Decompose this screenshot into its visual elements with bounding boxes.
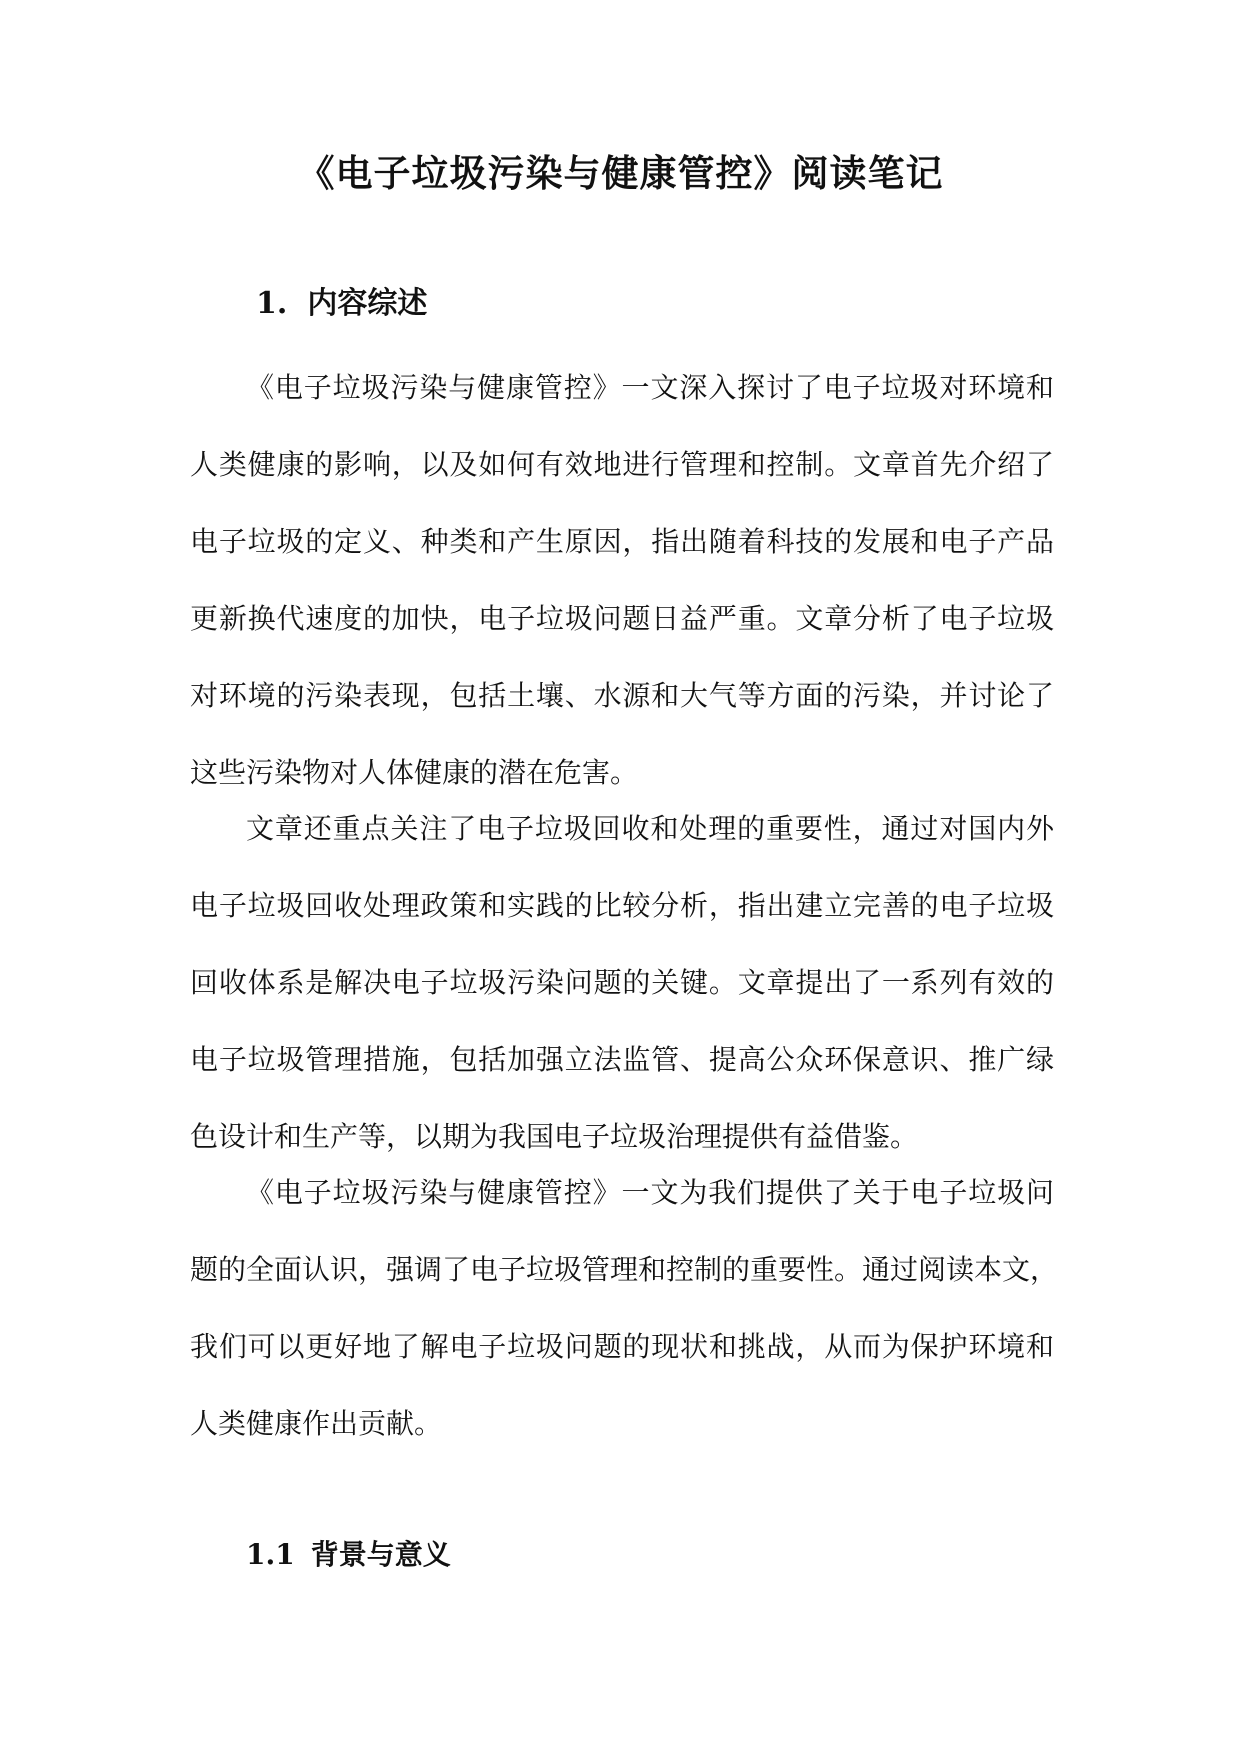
section-heading-1: [256, 284, 427, 324]
paragraph-line: 电子垃圾的定义、种类和产生原因，指出随着科技的发展和电子产品: [190, 525, 1054, 558]
section-title: 内容综述: [307, 286, 428, 321]
paragraph-3: [190, 1154, 1059, 1462]
subsection-heading-1-1: [246, 1535, 451, 1575]
paragraph-line: 电子垃圾回收处理政策和实践的比较分析，指出建立完善的电子垃圾: [190, 889, 1054, 922]
paragraph-line: 人类健康作出贡献。: [190, 1407, 443, 1440]
paragraph-line: 更新换代速度的加快，电子垃圾问题日益严重。文章分析了电子垃圾: [190, 602, 1054, 635]
subsection-number: 1.1: [246, 1538, 295, 1571]
paragraph-line: 题的全面认识，强调了电子垃圾管理和控制的重要性。通过阅读本文，: [190, 1253, 1059, 1286]
section-number: 1.: [256, 286, 288, 321]
subsection-title: 背景与意义: [310, 1538, 451, 1571]
paragraph-line: 对环境的污染表现，包括土壤、水源和大气等方面的污染，并讨论了: [190, 679, 1054, 712]
paragraph-line: 人类健康的影响，以及如何有效地进行管理和控制。文章首先介绍了: [190, 448, 1054, 481]
paragraph-line: 《电子垃圾污染与健康管控》一文深入探讨了电子垃圾对环境和: [246, 371, 1054, 404]
paragraph-line: 电子垃圾管理措施，包括加强立法监管、提高公众环保意识、推广绿: [190, 1043, 1054, 1076]
paragraph-line: 回收体系是解决电子垃圾污染问题的关键。文章提出了一系列有效的: [190, 966, 1054, 999]
paragraph-line: 文章还重点关注了电子垃圾回收和处理的重要性，通过对国内外: [246, 812, 1054, 845]
paragraph-line: 我们可以更好地了解电子垃圾问题的现状和挑战，从而为保护环境和: [190, 1330, 1054, 1363]
paragraph-2: [190, 790, 1054, 1175]
paragraph-line: 这些污染物对人体健康的潜在危害。: [190, 756, 639, 789]
paragraph-1: [190, 349, 1054, 811]
paragraph-line: 《电子垃圾污染与健康管控》一文为我们提供了关于电子垃圾问: [246, 1176, 1054, 1209]
paragraph-line: 色设计和生产等，以期为我国电子垃圾治理提供有益借鉴。: [190, 1120, 919, 1153]
document-title: 《电子垃圾污染与健康管控》阅读笔记: [297, 151, 944, 195]
